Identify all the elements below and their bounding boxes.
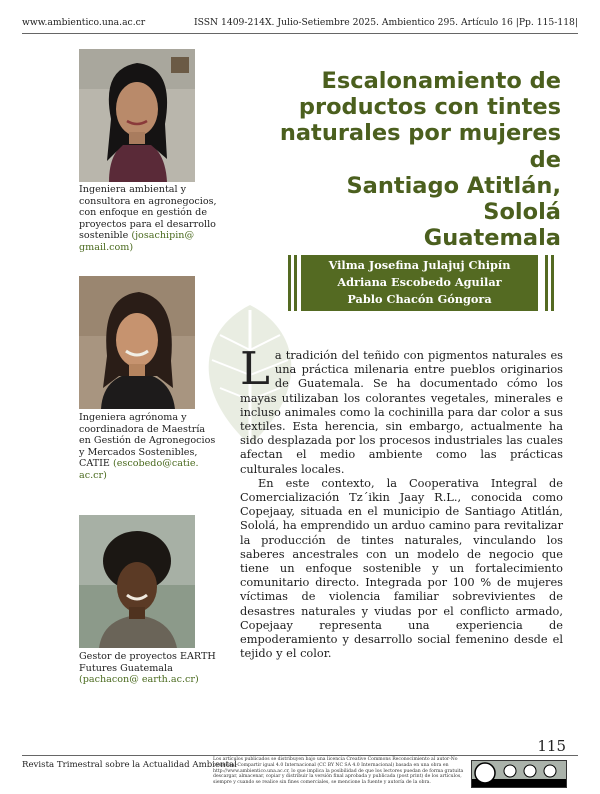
journal-website[interactable]: www.ambientico.una.ac.cr bbox=[22, 17, 146, 28]
author-photo-3 bbox=[79, 515, 195, 648]
article-title bbox=[261, 68, 561, 251]
author-name-3: Pablo Chacón Góngora bbox=[347, 292, 492, 306]
title-line: productos con tintes bbox=[298, 94, 561, 121]
header-rule bbox=[22, 33, 578, 34]
title-line: Santiago Atitlán, Sololá bbox=[346, 172, 561, 226]
author-bio-1 bbox=[79, 184, 219, 254]
author-names-box bbox=[301, 255, 538, 311]
drop-cap: L bbox=[240, 342, 270, 395]
bio-text: Gestor de proyectos EARTH Futures Guatemala bbox=[79, 651, 216, 674]
footer-rule bbox=[22, 755, 578, 756]
author-email-2[interactable]: (escobedo@catie. ac.cr) bbox=[79, 458, 199, 481]
article-body bbox=[240, 342, 563, 661]
issn-citation: ISSN 1409-214X. Julio-Setiembre 2025. Ambientico 295. Artículo 16 |Pp. 115-118| bbox=[193, 17, 578, 28]
author-photo-1 bbox=[79, 49, 195, 182]
author-photo-2 bbox=[79, 276, 195, 409]
author-bio-3 bbox=[79, 651, 219, 686]
author-name-1: Vilma Josefina Julajuj Chipín bbox=[328, 258, 511, 272]
author-name-2: Adriana Escobedo Aguilar bbox=[337, 275, 502, 289]
title-line: naturales por mujeres de bbox=[279, 120, 561, 173]
author-email-3[interactable]: (pachacon@ earth.ac.cr) bbox=[79, 674, 199, 686]
journal-tagline: Revista Trimestral sobre la Actualidad Ambiental bbox=[22, 760, 237, 770]
title-line: Guatemala bbox=[423, 225, 561, 252]
cc-license-badge-icon[interactable] bbox=[471, 760, 567, 788]
paragraph-1-text: a tradición del teñido con pigmentos naturales es una práctica milenaria entre pueblos originarios de Guatemala. Se ha documentado cómo los mayas utilizaban los colorantes vegetales, minerales e incluso animales como la cochinilla para dar color a sus textiles. Esta herencia, sin embargo, actualmente ha sido desplazada por los procesos industriales las cuales afectan el medio ambiente como las prácticas culturales locales. bbox=[240, 348, 563, 476]
title-line: Escalonamiento de bbox=[321, 68, 561, 94]
bio-text: Ingeniera ambiental y consultora en agronegocios, con enfoque en gestión de proyectos para el desarrollo sostenible bbox=[79, 184, 217, 242]
license-notice: Los artículos publicados se distribuyen bajo una licencia Creative Commons Reconocimiento al autor-No comercial-Compartir igual 4.0 Internacional (CC BY NC SA 4.0 Internacional) basada en una obra en http://www.ambientico.una.ac.cr, lo que implica la posibilidad de que los lectores puedan de forma gratuita descargar, almacenar, copiar y distribuir la versión final aprobada y publicada (post print) de los artículos, siempre y cuando se realice sin fines comerciales, se mencione la fuente y autoría de la obra. bbox=[213, 757, 464, 786]
accent-bar bbox=[551, 255, 554, 311]
paragraph-2: En este contexto, la Cooperativa Integral de Comercialización Tz´ikin Jaay R.L., conocida como Copejaay, situada en el municipio de Santiago Atitlán, Sololá, ha emprendido un arduo camino para revitalizar la producción de tintes naturales, vinculando los saberes ancestrales con un modelo de negocio que tiene un enfoque sostenible y un fortalecimiento comunitario directo. Integrada por 100 % de mujeres víctimas de violencia familiar sobrevivientes de desastres naturales y viudas por el conflicto armado, Copejaay representa una experiencia de empoderamiento y desarrollo social femenino desde el tejido y el color. bbox=[240, 475, 563, 661]
bio-text: Ingeniera agrónoma y coordinadora de Maestría en Gestión de Agronegocios y Mercados Sostenibles, CATIE bbox=[79, 412, 216, 470]
paragraph-1 bbox=[240, 342, 563, 476]
accent-bar bbox=[545, 255, 548, 311]
author-email-1[interactable]: (josachipin@ gmail.com) bbox=[79, 230, 195, 253]
page-number: 115 bbox=[537, 737, 566, 755]
